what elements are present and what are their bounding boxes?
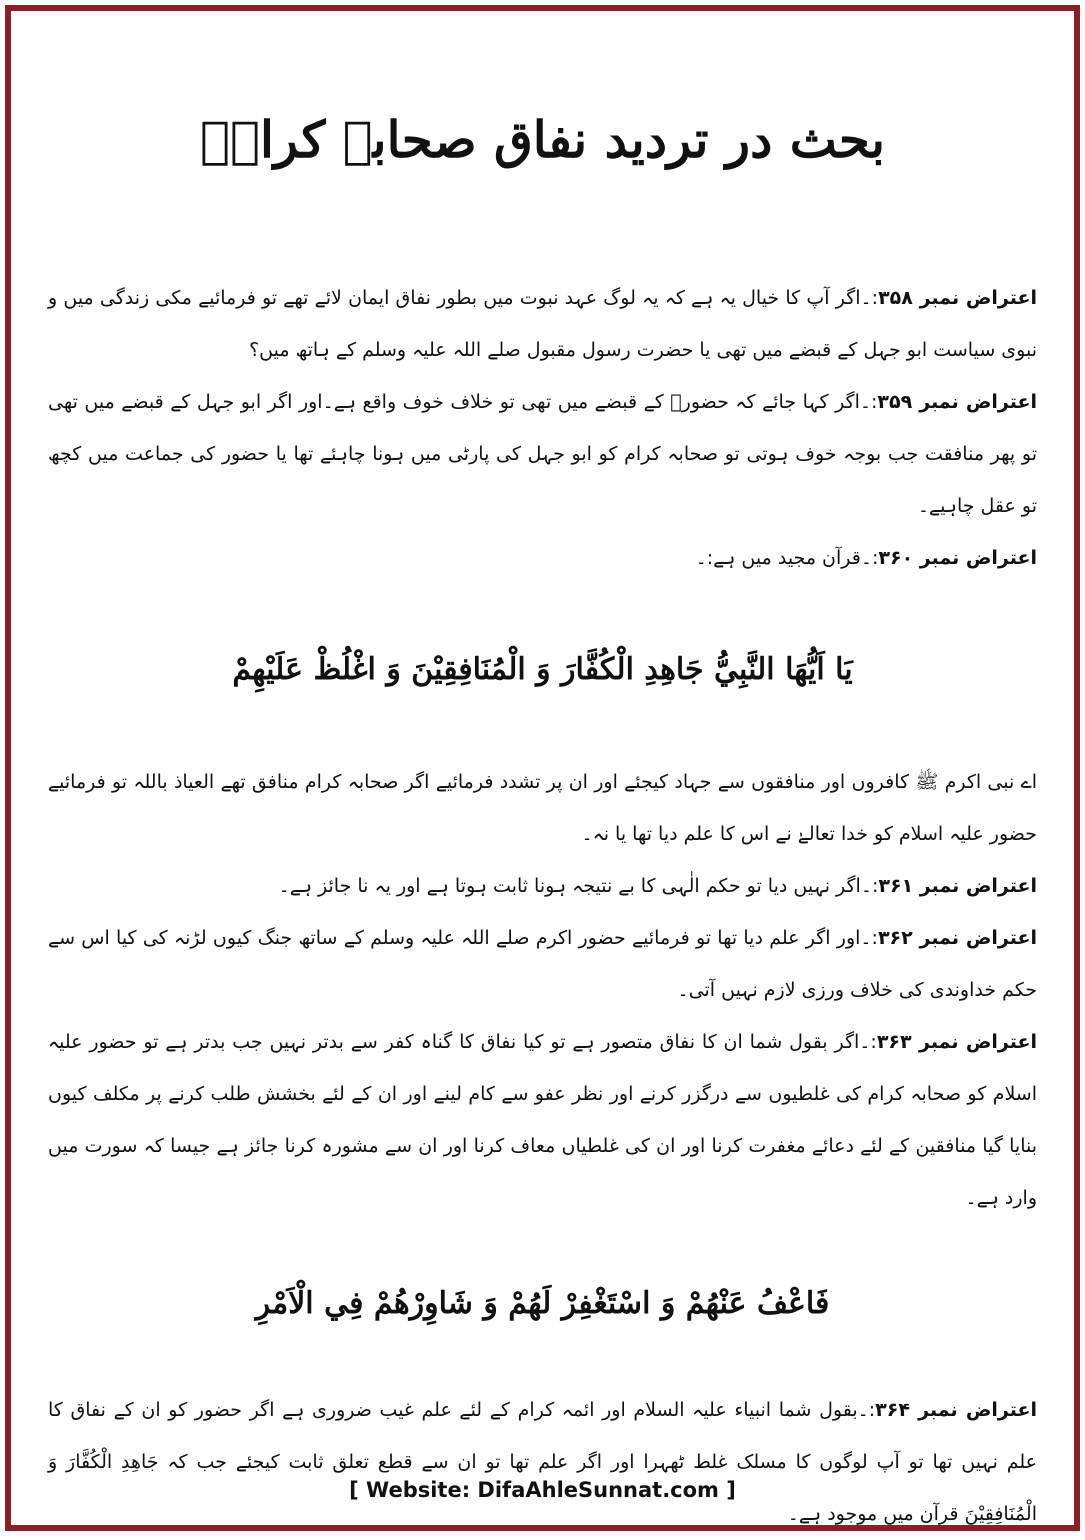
objection-label: اعتراض نمبر ۳۶۳ — [876, 1031, 1037, 1053]
website-footer: [ Website: DifaAhleSunnat.com ] — [349, 1478, 736, 1502]
objection-360 — [48, 532, 1037, 584]
objection-label: اعتراض نمبر ۳۶۲ — [877, 927, 1037, 949]
objection-358 — [48, 272, 1037, 376]
objection-label: اعتراض نمبر ۳۶۴ — [875, 1399, 1037, 1421]
quran-verse-2: فَاعْفُ عَنْهُمْ وَ اسْتَغْفِرْ لَهُمْ وَ شَاوِرْهُمْ فِي الْاَمْرِ — [255, 1286, 830, 1321]
quran-verse-1: يَا اَيُّهَا النَّبِيُّ جَاهِدِ الْكُفَّارَ وَ الْمُنَافِقِيْنَ وَ اغْلُظْ عَلَيْهِمْ — [232, 652, 853, 687]
objection-363 — [48, 1016, 1037, 1224]
objection-359 — [48, 376, 1037, 532]
objection-text: :۔اور اگر علم دیا تھا تو فرمائیے حضور اکرم صلے اللہ علیہ وسلم کے ساتھ جنگ کیوں لڑنہ کی کیا اس سے حکم خداوندی کی خلاف ورزی لازم نہیں آتی۔ — [48, 927, 1037, 1001]
objection-label: اعتراض نمبر ۳۵۸ — [878, 287, 1037, 309]
objection-label: اعتراض نمبر ۳۶۰ — [878, 547, 1037, 569]
document-body — [48, 272, 1037, 1540]
objection-text: :۔اگر آپ کا خیال یہ ہے کہ یہ لوگ عہد نبوت میں بطور نفاق ایمان لائے تھے تو فرمائیے مکی زندگی میں و نبوی سیاست ابو جہل کے قبضے میں تھی یا حضرت رسول مقبول صلے اللہ علیہ وسلم کے ہاتھ میں؟ — [48, 287, 1037, 361]
objection-label: اعتراض نمبر ۳۶۱ — [878, 875, 1037, 897]
objection-text: :۔اگر نہیں دیا تو حکم الٰہی کا بے نتیجہ ہونا ثابت ہوتا ہے اور یہ نا جائز ہے۔ — [278, 875, 879, 897]
translation-text: اے نبی اکرم ﷺ کافروں اور منافقوں سے جہاد کیجئے اور ان پر تشدد فرمائیے اگر صحابہ کرام منافق تھے العیاذ باللہ تو فرمائیے حضور علیہ اسلام کو خدا تعالےٰ نے اس کا علم دیا تھا یا نہ۔ — [48, 771, 1037, 845]
verse-translation — [48, 756, 1037, 860]
objection-text: :۔اگر بقول شما ان کا نفاق متصور ہے تو کیا نفاق کا گناہ کفر سے بدتر نہیں جب بدتر ہے تو حضور علیہ اسلام کو صحابہ کرام کی غلطیوں سے درگزر کرنے اور نظر عفو سے کام لینے اور ان کے لئے بخشش طلب کرنے پر مکلف کیوں بنایا گیا منافقین کے لئے دعائے مغفرت کرنا اور ان کی غلطیاں معاف کرنا اور ان سے مشورہ کرنا جائز ہے جیسا کہ سورت میں وارد ہے۔ — [48, 1031, 1037, 1209]
objection-364 — [48, 1384, 1037, 1540]
objection-text: :۔اگر کہا جائے کہ حضورؐ کے قبضے میں تھی تو خلاف خوف واقع ہے۔اور اگر ابو جہل کے قبضے میں تھی تو پھر منافقت جب بوجہ خوف ہوتی تو صحابہ کرام کو ابو جہل کی پارٹی میں ہونا چاہئے تھا یا حضور کی جماعت میں کچھ تو عقل چاہیے۔ — [48, 391, 1037, 517]
objection-361 — [48, 860, 1037, 912]
objection-label: اعتراض نمبر ۳۵۹ — [877, 391, 1037, 413]
objection-text: :۔قرآن مجید میں ہے:۔ — [695, 547, 879, 569]
page-title: بحث در تردید نفاق صحابہ کرامؓ — [199, 110, 886, 169]
objection-362 — [48, 912, 1037, 1016]
objection-text: :۔بقول شما انبیاء علیہ السلام اور ائمہ کرام کے لئے علم غیب ضروری ہے اگر حضور کو ان کے نفاق کا علم نہیں تھا تو آپ لوگوں کا مسلک غلط ٹھہرا اور اگر علم تھا تو ان سے قطع تعلق ثابت کیجئے جب کہ جَاهِدِ الْكُفَّارَ وَ الْمُنَافِقِيْنَ قرآن میں موجود ہے۔ — [48, 1399, 1037, 1525]
